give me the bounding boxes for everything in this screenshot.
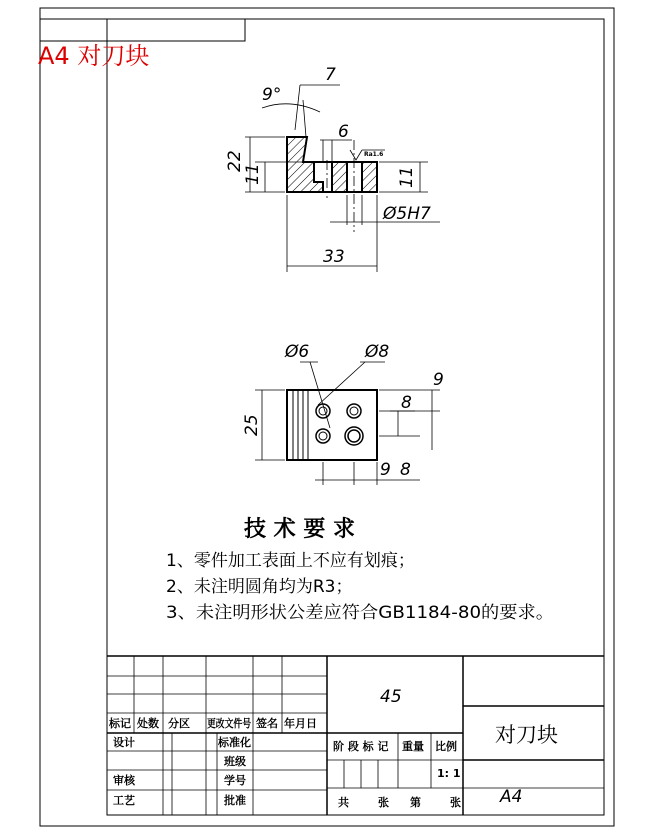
sheets1-label: 张 <box>378 796 389 809</box>
row-process: 工艺 <box>113 794 135 807</box>
stage-label: 阶 段 标 记 <box>333 740 389 753</box>
dim-height-11-left: 11 <box>243 163 263 185</box>
tech-title: 技 术 要 求 <box>244 517 355 542</box>
dim-top-width: 7 <box>325 65 336 85</box>
approve-label: 批准 <box>224 794 246 807</box>
rev-header-5: 年月日 <box>284 717 317 730</box>
class-label: 班级 <box>224 755 246 768</box>
part-name: 对刀块 <box>495 723 558 747</box>
dim-hole-d6: Ø6 <box>285 342 310 362</box>
rev-header-1: 处数 <box>137 717 159 730</box>
hole-small-bl <box>316 429 330 443</box>
section-body-right <box>362 162 377 192</box>
tech-item-3: 3、未注明形状公差应符合GB1184-80的要求。 <box>166 603 554 623</box>
dim-offset-8-bottom: 8 <box>400 460 411 480</box>
section-body-left <box>287 137 323 192</box>
total-label: 共 <box>338 796 349 809</box>
dim-height-11-right: 11 <box>397 166 417 188</box>
top-view <box>242 342 444 485</box>
sheets2-label: 张 <box>450 796 461 809</box>
section-view <box>225 65 440 272</box>
material: 45 <box>380 687 402 707</box>
row-design: 设计 <box>113 736 135 749</box>
dim-height-25: 25 <box>242 414 262 436</box>
dim-hole-d8: Ø8 <box>365 342 390 362</box>
hole-tr <box>347 404 361 418</box>
dim-offset-8-right: 8 <box>401 393 412 413</box>
num-label: 第 <box>410 796 421 809</box>
dim-length: 33 <box>323 247 345 267</box>
section-body-mid <box>332 162 347 192</box>
tech-item-2: 2、未注明圆角均为R3； <box>166 577 353 597</box>
sheet-size: A4 <box>500 787 523 807</box>
row-review: 审核 <box>113 774 135 787</box>
corner-label-box <box>40 19 245 41</box>
top-view-outline <box>287 390 377 460</box>
dim-slot: 6 <box>338 122 349 142</box>
dim-roughness: Ra1.6 <box>364 151 384 158</box>
sheet-label: A4 对刀块 <box>38 42 150 70</box>
dim-hole-fit: Ø5H7 <box>383 204 431 224</box>
rev-header-3: 更改文件号 <box>207 717 262 730</box>
rev-header-4: 签名 <box>256 717 278 730</box>
rev-header-0: 标记 <box>109 717 131 730</box>
dim-offset-9-top: 9 <box>433 370 444 390</box>
roughness-symbol <box>350 150 362 160</box>
dim-angle: 9° <box>262 85 282 105</box>
tech-item-1: 1、零件加工表面上不应有划痕； <box>166 551 415 571</box>
dim-offset-9-bottom: 9 <box>380 460 391 480</box>
student-no-label: 学号 <box>224 774 246 787</box>
weight-label: 重量 <box>402 740 424 753</box>
scale-value: 1: 1 <box>437 767 461 780</box>
std-label: 标准化 <box>218 736 251 749</box>
inner-frame <box>107 19 604 815</box>
rev-header-2: 分区 <box>168 717 190 730</box>
dim-height-22: 22 <box>225 150 245 172</box>
ratio-label: 比例 <box>435 740 457 753</box>
